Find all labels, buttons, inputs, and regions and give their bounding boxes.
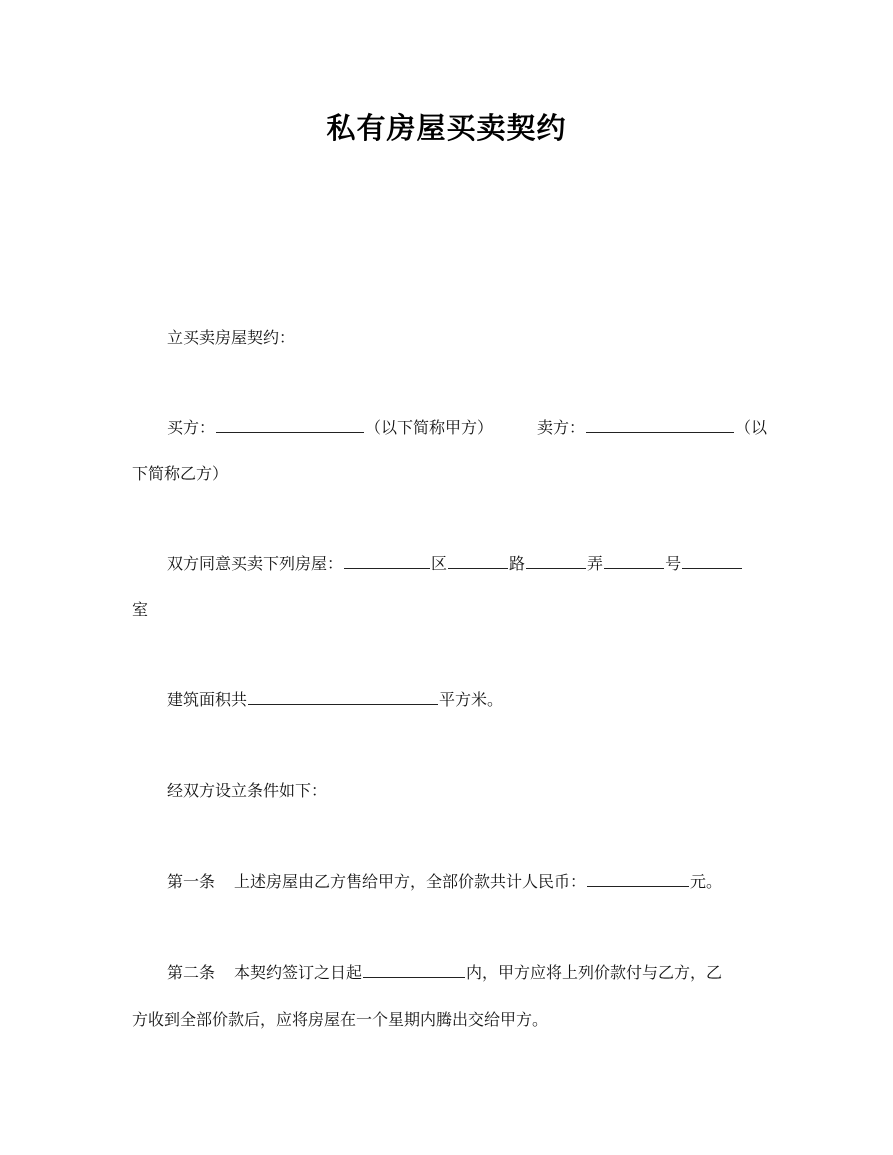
seller-suffix-cont: 下简称乙方） (132, 464, 229, 483)
article2-text-after: 内，甲方应将上列价款付与乙方，乙 (466, 963, 723, 982)
number-label: 号 (665, 554, 682, 573)
article1-line (167, 871, 722, 893)
road-label: 路 (509, 554, 526, 573)
seller-suffix: （以 (735, 418, 768, 437)
area-line (167, 689, 503, 711)
property-line-cont (132, 599, 148, 621)
article2-line (167, 962, 722, 984)
area-blank (248, 689, 438, 705)
article1-text: 上述房屋由乙方售给甲方，全部价款共计人民币： (234, 872, 587, 891)
lane-label: 弄 (587, 554, 604, 573)
lane-blank (526, 553, 586, 569)
room-label: 室 (132, 600, 149, 619)
article1-label: 第一条 (167, 872, 216, 891)
room-blank (682, 553, 742, 569)
intro-line (167, 327, 295, 349)
area-prefix: 建筑面积共 (167, 690, 248, 709)
document-title: 私有房屋买卖契约 (326, 111, 567, 145)
property-prefix: 双方同意买卖下列房屋： (167, 554, 344, 573)
buyer-suffix: （以下简称甲方） (365, 418, 494, 437)
buyer-name-blank (216, 417, 364, 433)
article2-label: 第二条 (167, 963, 216, 982)
district-label: 区 (431, 554, 448, 573)
seller-label: 卖方： (537, 418, 586, 437)
price-blank (587, 871, 689, 887)
article2-text-cont: 方收到全部价款后，应将房屋在一个星期内腾出交给甲方。 (132, 1010, 549, 1029)
conditions-intro-line (167, 780, 327, 802)
payment-period-blank (363, 962, 465, 978)
article2-text: 本契约签订之日起 (234, 963, 363, 982)
road-blank (448, 553, 508, 569)
seller-name-blank (586, 417, 734, 433)
property-line (167, 553, 743, 575)
article2-line-cont (132, 1009, 548, 1031)
parties-line-cont (132, 463, 228, 485)
buyer-label: 买方： (167, 418, 216, 437)
parties-line (167, 417, 767, 439)
article1-suffix: 元。 (690, 872, 723, 891)
conditions-intro: 经双方设立条件如下： (167, 781, 328, 800)
number-blank (604, 553, 664, 569)
area-suffix: 平方米。 (439, 690, 504, 709)
intro-text: 立买卖房屋契约： (167, 328, 296, 347)
district-blank (344, 553, 430, 569)
